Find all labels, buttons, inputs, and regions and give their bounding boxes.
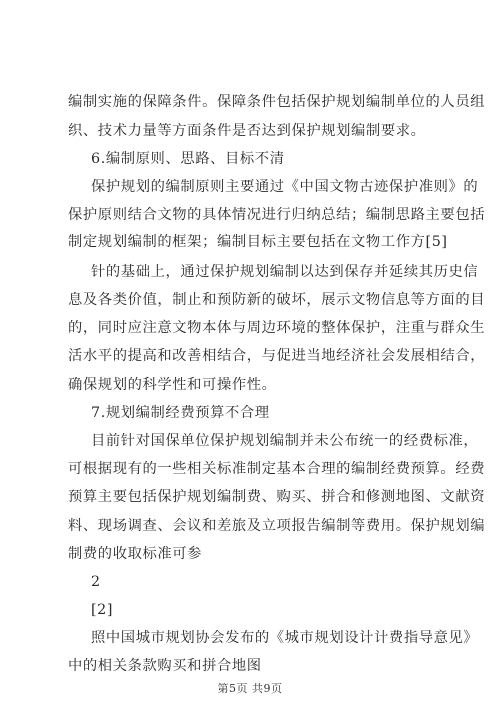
section-heading: 6.编制原则、思路、目标不清 bbox=[91, 151, 285, 167]
paragraph-line: 保护原则结合文物的具体情况进行归纳总结；编制思路主要包括 bbox=[68, 207, 486, 223]
paragraph-line: 针的基础上，通过保护规划编制以达到保存并延续其历史信 bbox=[91, 264, 479, 280]
paragraph-line: 照中国城市规划协会发布的《城市规划设计计费指导意见》 bbox=[91, 630, 479, 646]
page-footer: 第5页 共9页 bbox=[217, 682, 283, 695]
paragraph-line: 制定规划编制的框架；编制目标主要包括在文物工作方[5] bbox=[68, 234, 448, 250]
paragraph-line: 的，同时应注意文物本体与周边环境的整体保护，注重与群众生 bbox=[68, 320, 486, 336]
paragraph-line: 息及各类价值，制止和预防新的破坏，展示文物信息等方面的目 bbox=[68, 292, 486, 308]
paragraph-line: 料、现场调查、会议和差旅及立项报告编制等费用。保护规划编 bbox=[68, 518, 486, 534]
paragraph-line: 织、技术力量等方面条件是否达到保护规划编制要求。 bbox=[68, 123, 426, 139]
paragraph-line: 可根据现有的一些相关标准制定基本合理的编制经费预算。经费 bbox=[68, 461, 486, 477]
reference-marker: [2] bbox=[91, 602, 114, 618]
paragraph-line: 制费的收取标准可参 bbox=[68, 546, 203, 562]
section-heading: 7.规划编制经费预算不合理 bbox=[91, 405, 270, 421]
paragraph-line: 活水平的提高和改善相结合，与促进当地经济社会发展相结合， bbox=[68, 348, 486, 364]
page-number-inline: 2 bbox=[91, 574, 101, 590]
paragraph-line: 保护规划的编制原则主要通过《中国文物古迹保护准则》的 bbox=[91, 179, 479, 195]
paragraph-line: 确保规划的科学性和可操作性。 bbox=[68, 377, 277, 393]
paragraph-line: 目前针对国保单位保护规划编制并未公布统一的经费标准， bbox=[91, 433, 479, 449]
paragraph-line: 编制实施的保障条件。保障条件包括保护规划编制单位的人员组 bbox=[68, 94, 486, 110]
paragraph-line: 中的相关条款购买和拼合地图 bbox=[68, 658, 262, 674]
paragraph-line: 预算主要包括保护规划编制费、购买、拼合和修测地图、文献资 bbox=[68, 489, 486, 505]
